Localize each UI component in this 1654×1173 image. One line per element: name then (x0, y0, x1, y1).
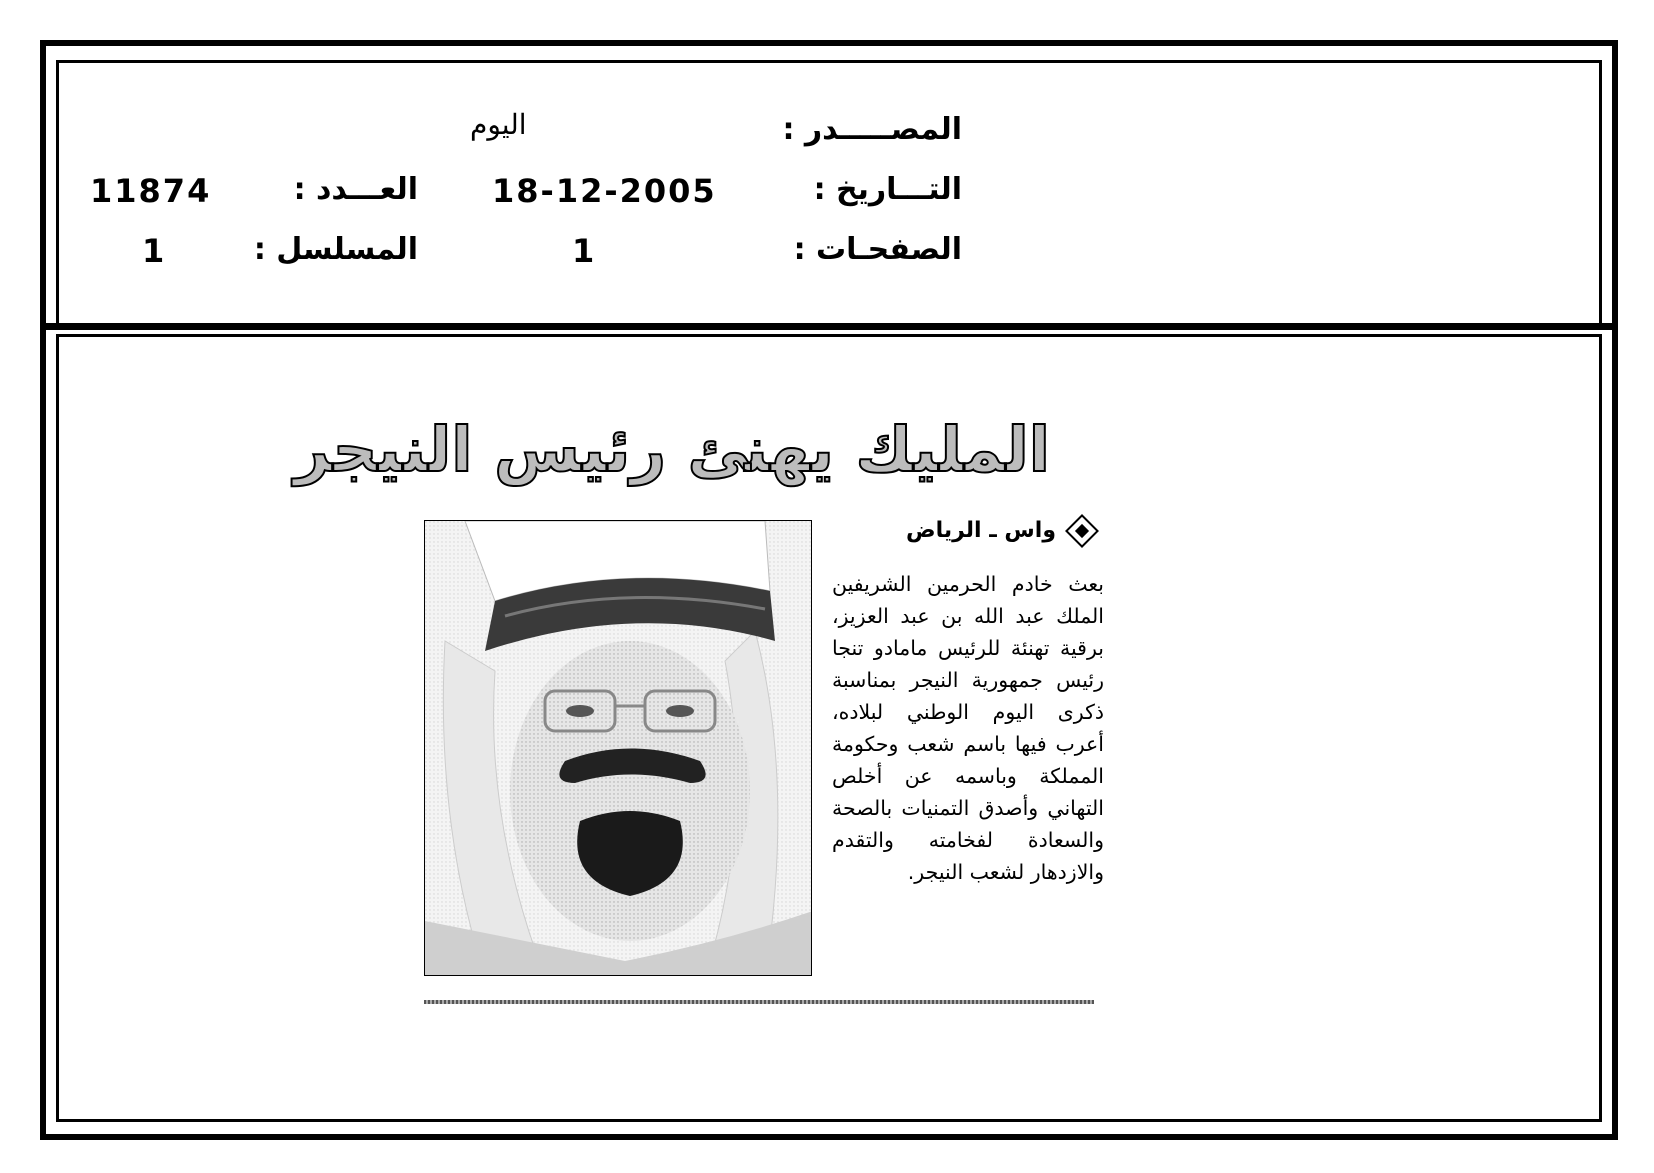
serial-value: 1 (142, 232, 167, 270)
pages-label: الصفحـات : (793, 232, 962, 267)
source-label: المصـــــدر : (782, 112, 962, 147)
article-byline (906, 518, 1094, 543)
issue-value: 11874 (90, 172, 212, 210)
source-value: اليوم (470, 108, 527, 141)
date-value: 18-12-2005 (492, 172, 717, 210)
article-headline: المليك يهنئ رئيس النيجر (294, 413, 1050, 486)
pages-value: 1 (572, 232, 597, 270)
byline-text: واس ـ الرياض (905, 518, 1056, 543)
issue-label: العـــدد : (293, 172, 418, 207)
serial-label: المسلسل : (253, 232, 418, 267)
portrait-icon (425, 521, 812, 976)
diamond-bullet-icon (1065, 514, 1099, 548)
portrait-photo (424, 520, 812, 976)
header-divider (46, 323, 1612, 330)
date-label: التـــاريخ : (813, 172, 962, 207)
article-body: بعث خادم الحرمين الشريفين الملك عبد الله بن عبد العزيز، برقية تهنئة للرئيس مامادو تنجا رئيس جمهورية النيجر بمناسبة ذكرى اليوم الوطني لبلاده، أعرب فيها باسم شعب وحكومة المملكة وباسمه عن أخلص التهاني وأصدق التمنيات بالصحة والسعادة لفخامته والتقدم والازدهار لشعب النيجر. (832, 572, 1104, 884)
article-bottom-rule (424, 1000, 1094, 1004)
